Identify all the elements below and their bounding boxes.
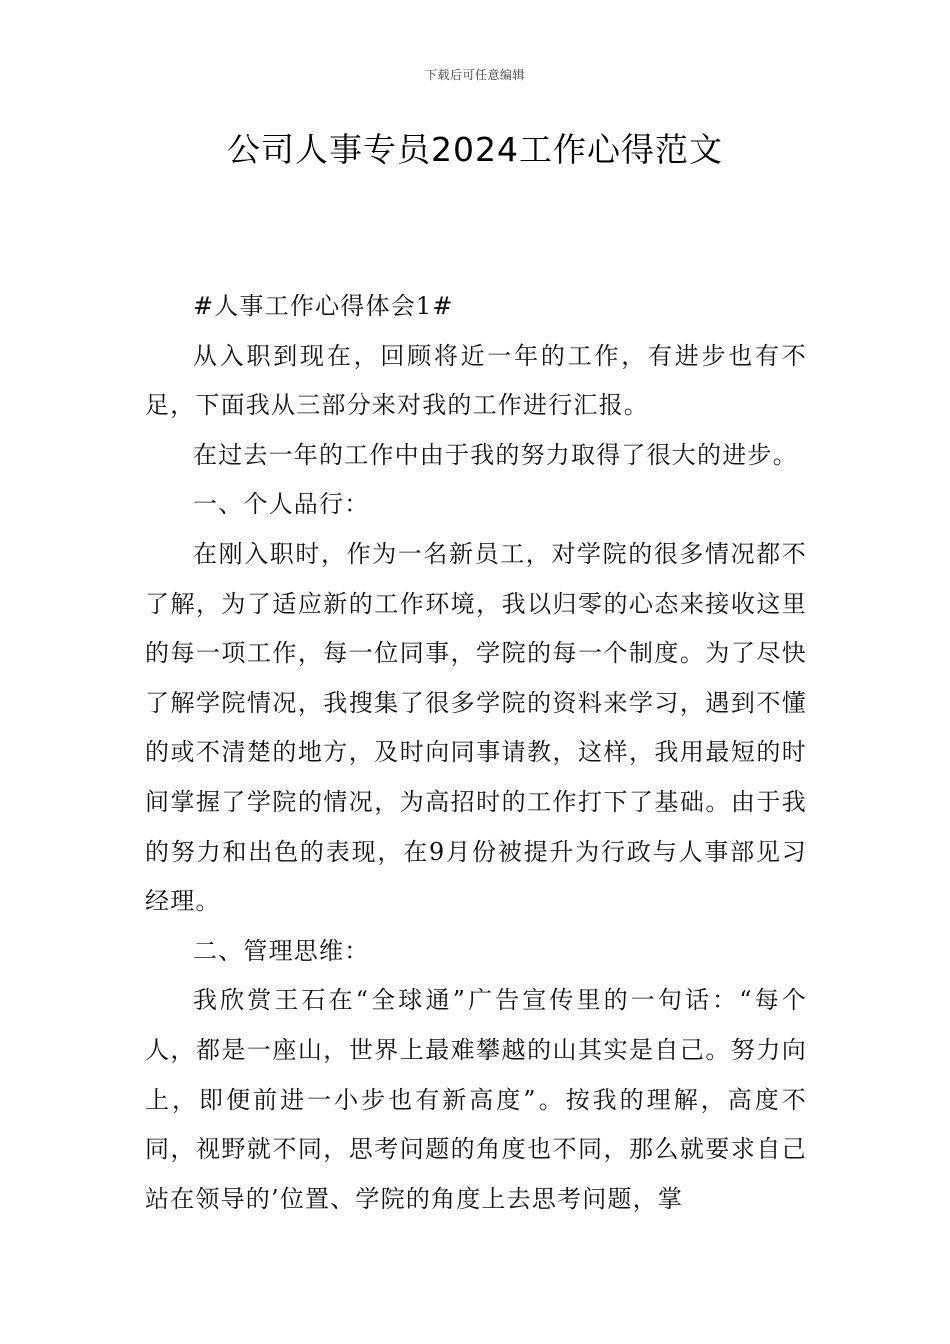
document-body bbox=[145, 282, 807, 1224]
paragraph-section-heading: #人事工作心得体会1# bbox=[193, 292, 454, 320]
paragraph-personal-conduct: 在刚入职时，作为一名新员工，对学院的很多情况都不了解，为了适应新的工作环境，我以归零的心态来接收这里的每一项工作，每一位同事，学院的每一个制度。为了尽快了解学院情况，我搜集了很多学院的资料来学习，遇到不懂的或不清楚的地方，及时向同事请教，这样，我用最短的时间掌握了学院的情况，为高招时的工作打下了基础。由于我的努力和出色的表现，在9月份被提升为行政与人事部见习经理。 bbox=[145, 539, 807, 916]
paragraph-management-thinking: 我欣赏王石在“全球通”广告宣传里的一句话：“每个人，都是一座山，世界上最难攀越的山其实是自己。努力向上，即便前进一小步也有新高度”。按我的理解，高度不同，视野就不同，思考问题的角度也不同，那么就要求自己站在领导的’位置、学院的角度上去思考问题，掌 bbox=[145, 986, 807, 1213]
document-title: 公司人事专员2024工作心得范文 bbox=[227, 130, 723, 169]
paragraph-progress: 在过去一年的工作中由于我的努力取得了很大的进步。 bbox=[193, 440, 798, 469]
header-note: 下载后可任意编辑 bbox=[424, 68, 525, 82]
heading-management-thinking: 二、管理思维： bbox=[193, 936, 370, 965]
paragraph-intro: 从入职到现在，回顾将近一年的工作，有进步也有不足，下面我从三部分来对我的工作进行汇报。 bbox=[145, 341, 807, 420]
heading-personal-conduct: 一、个人品行： bbox=[193, 490, 370, 519]
